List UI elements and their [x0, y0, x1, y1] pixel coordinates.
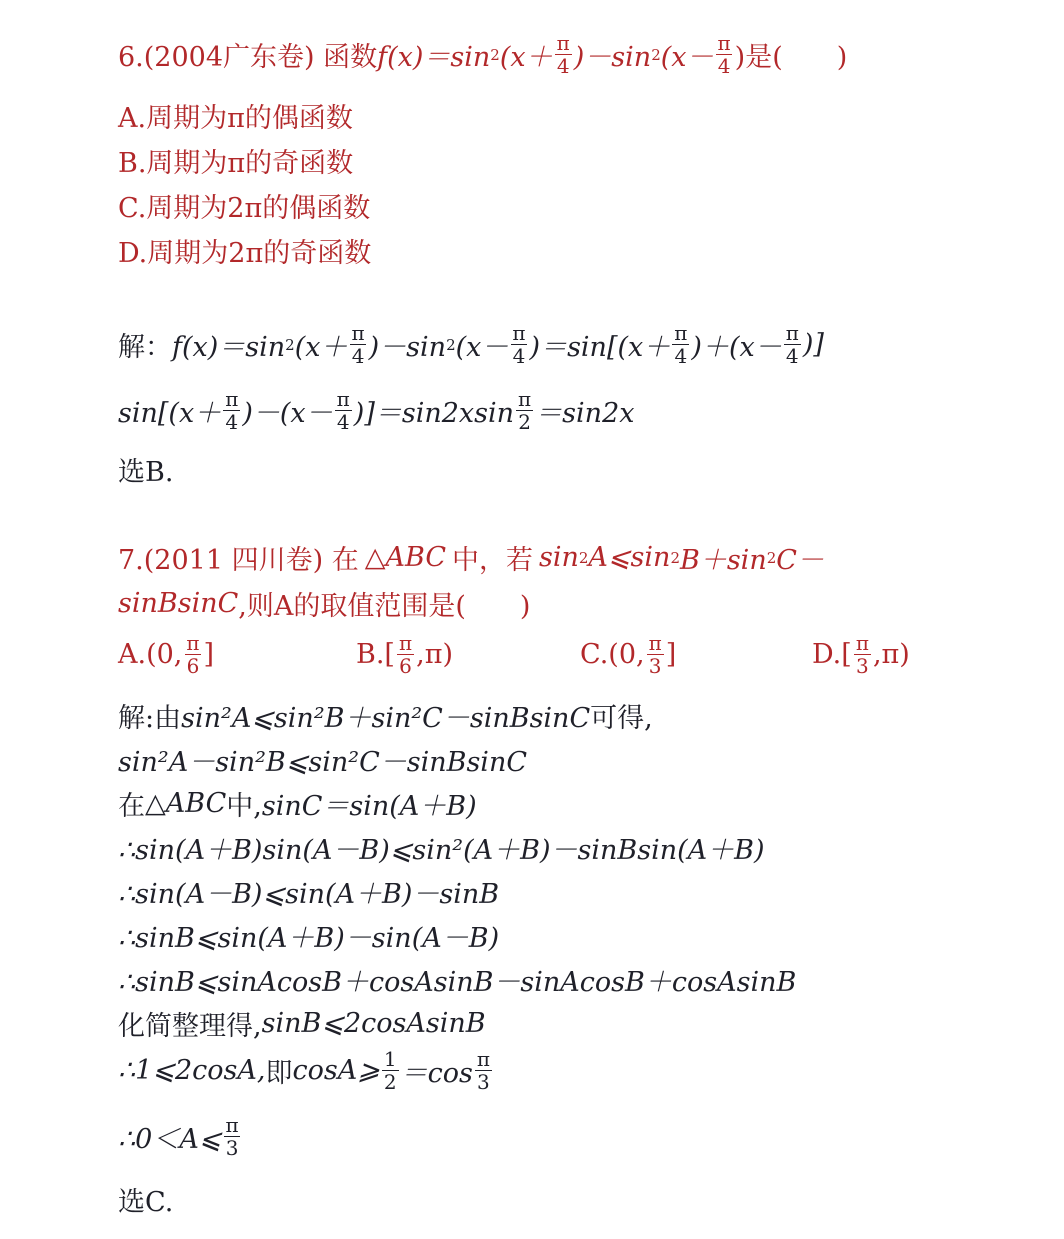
frac-num: π	[674, 321, 688, 345]
sol7-frac-pi3-b	[223, 1114, 240, 1159]
sol7-line-5: ∴sin(A－B)⩽sin(A＋B)－sinB	[118, 879, 500, 910]
frac-num: π	[717, 31, 731, 55]
sol7-frac-half	[382, 1048, 399, 1093]
sol7-l3-text: 在	[118, 791, 145, 822]
frac-den: 4	[336, 410, 350, 434]
q7-stem-l2-text: ,则A的取值范围是( )	[238, 591, 531, 622]
sol6-l2-d: ＝sin2x	[535, 398, 635, 429]
q6-option-c: C.周期为2π的偶函数	[118, 193, 371, 224]
frac-num: π	[225, 1113, 239, 1137]
frac-num: π	[225, 387, 239, 411]
frac-den: 3	[648, 654, 662, 678]
q7-opt-a-pre: A.(0,	[118, 639, 183, 670]
sol7-l8-math: sinB⩽2cosAsinB	[261, 1008, 486, 1039]
sol6-l2-c: )]＝sin2xsin	[353, 398, 515, 429]
sol6-frac-1	[349, 322, 366, 367]
frac-den: 2	[518, 410, 531, 434]
q7-opt-a-frac	[184, 632, 201, 677]
q7-stem-l2-math: sinBsinC	[118, 588, 239, 619]
sol6-line-2	[118, 388, 634, 433]
q7-opt-c-post: ]	[665, 639, 677, 670]
sol6-frac-6	[335, 388, 352, 433]
frac-num: π	[648, 631, 662, 655]
q7-options	[0, 632, 1064, 682]
sol6-l1-a: f(x)＝sin	[172, 332, 286, 363]
frac-den: 4	[351, 344, 365, 368]
q7-option-b	[356, 632, 453, 677]
sol7-l8-text: 化简整理得,	[118, 1011, 262, 1042]
q7-opt-d-frac	[854, 632, 871, 677]
frac-num: π	[398, 631, 413, 655]
frac-den: 4	[674, 344, 688, 368]
q7-opt-d-pre: D.[	[812, 639, 852, 670]
q7-opt-b-pre: B.[	[356, 639, 395, 670]
q7-opt-d-post: ,π)	[872, 639, 910, 670]
sol7-frac-pi3	[475, 1048, 492, 1093]
frac-den: 4	[225, 410, 239, 434]
frac-num: π	[518, 387, 532, 411]
sol7-l3-text2: 中,	[226, 791, 262, 822]
sol7-l9-text: 即	[265, 1058, 293, 1089]
sol7-line-2: sin²A－sin²B⩽sin²C－sinBsinC	[118, 747, 527, 778]
frac-den: 3	[856, 654, 869, 678]
sol7-l3-math2: sinC＝sin(A＋B)	[261, 791, 477, 822]
frac-den: 3	[225, 1136, 239, 1160]
frac-den: 4	[512, 344, 526, 368]
sol6-frac-4	[784, 322, 801, 367]
sol6-l2-a: sin[(x＋	[118, 398, 222, 429]
q6-frac-2	[716, 32, 733, 77]
sol6-l2-b: )－(x－	[242, 398, 333, 429]
sol7-l1-suffix: 可得,	[590, 703, 653, 734]
sol7-line-1	[118, 696, 653, 735]
q6-frac-1	[555, 32, 572, 77]
sol6-l1-e: )＝sin[(x＋	[529, 332, 671, 363]
q6-stem-math-c: )－sin	[573, 42, 652, 73]
sol7-line-7: ∴sinB⩽sinAcosB＋cosAsinB－sinAcosB＋cosAsinB	[118, 967, 797, 998]
frac-num: π	[336, 387, 350, 411]
sol6-frac-3	[672, 322, 689, 367]
q6-stem: 6.(2004广东卷) 函数 f(x)＝sin 2 (x＋ $\frac{\pi}{4}$ )－sin 2 (x－ $\frac{\pi}{4}$ )是( )	[118, 31, 848, 78]
q6-stem-math-b: (x＋	[499, 42, 553, 73]
q7-option-a	[118, 632, 214, 677]
q7-stem-prefix: 7.(2011 四川卷) 在	[118, 545, 359, 576]
frac-den: 2	[383, 1070, 397, 1094]
frac-den: 6	[399, 654, 412, 678]
q7-option-c	[580, 632, 676, 677]
sol6-l1-c: )－sin	[368, 332, 447, 363]
sol7-l3-math: △ABC	[145, 788, 227, 819]
sol6-l1-b: (x＋	[294, 332, 348, 363]
sol7-line-8	[118, 1004, 486, 1043]
q7-stem-mid: 中，若	[451, 545, 533, 576]
frac-den: 4	[717, 54, 731, 78]
sol7-answer: 选C.	[118, 1187, 174, 1218]
q7-opt-c-pre: C.(0,	[580, 639, 645, 670]
sol7-line-9	[118, 1048, 494, 1093]
q6-option-a: A.周期为π的偶函数	[118, 103, 353, 134]
sol6-l1-g: )]	[802, 329, 824, 360]
q6-stem-math-d: (x－	[660, 42, 714, 73]
sol7-line-3	[118, 784, 477, 823]
sol7-l1-math: sin²A⩽sin²B＋sin²C－sinBsinC	[181, 703, 591, 734]
sol6-frac-5	[223, 388, 240, 433]
sol6-frac-2	[510, 322, 527, 367]
sol7-l9-a: ∴1⩽2cosA,	[118, 1055, 266, 1086]
sol6-l1-d: (x－	[455, 332, 509, 363]
q6-stem-prefix: 6.(2004广东卷) 函数	[118, 42, 378, 73]
q7-ineq-d: C－	[776, 545, 824, 576]
q7-ineq-c: B＋sin	[679, 545, 767, 576]
frac-den: 4	[785, 344, 799, 368]
frac-num: π	[351, 321, 365, 345]
frac-num: π	[186, 631, 200, 655]
sol6-prefix: 解：	[118, 332, 172, 363]
q6-stem-suffix: )是( )	[734, 42, 848, 73]
sol6-line-1: 解： f(x)＝sin 2 (x＋ $\frac{\pi}{4}$ )－sin 2 (x－ $\frac{\pi}{4}$ )＝sin[(x＋ $\frac{\pi}{4}$ )＋(x－ $\frac{\pi}{4}$ )]	[118, 321, 824, 368]
sol7-line-10	[118, 1114, 243, 1159]
q7-opt-b-frac	[397, 632, 414, 677]
sol7-line-4: ∴sin(A＋B)sin(A－B)⩽sin²(A＋B)－sinBsin(A＋B)	[118, 835, 765, 866]
frac-den: 6	[186, 654, 200, 678]
frac-den: 4	[556, 54, 570, 78]
sol6-l1-f: )＋(x－	[691, 332, 782, 363]
q7-stem-line-2	[118, 584, 530, 623]
sol7-line-6: ∴sinB⩽sin(A＋B)－sin(A－B)	[118, 923, 500, 954]
q6-stem-math-a: f(x)＝sin	[377, 42, 491, 73]
q7-ineq-a: sin	[538, 542, 579, 573]
q7-opt-c-frac	[647, 632, 664, 677]
sol6-answer: 选B.	[118, 457, 174, 488]
sol7-l9-c: ＝cos	[400, 1058, 473, 1089]
sol6-frac-7	[516, 388, 533, 433]
q6-option-d: D.周期为2π的奇函数	[118, 238, 372, 269]
q7-opt-a-post: ]	[203, 639, 215, 670]
frac-num: π	[556, 31, 570, 55]
frac-num: π	[785, 321, 799, 345]
sol7-l9-b: cosA⩾	[292, 1055, 380, 1086]
frac-num: π	[476, 1047, 490, 1071]
q7-triangle: △ABC	[364, 542, 446, 573]
q7-ineq-b: A⩽sin	[588, 542, 671, 573]
q7-option-d	[812, 632, 910, 677]
q6-option-b: B.周期为π的奇函数	[118, 148, 354, 179]
frac-den: 3	[477, 1070, 490, 1094]
q7-stem-line-1: 7.(2011 四川卷) 在 △ABC 中，若 sin 2 A⩽sin 2 B＋sin 2 C－	[118, 538, 824, 577]
q7-opt-b-post: ,π)	[416, 639, 453, 670]
sol7-l1-prefix: 解:由	[118, 703, 182, 734]
sol7-l10-a: ∴0＜A⩽	[118, 1124, 222, 1155]
frac-num: π	[512, 321, 526, 345]
frac-num: π	[855, 631, 869, 655]
frac-num: 1	[383, 1047, 397, 1071]
